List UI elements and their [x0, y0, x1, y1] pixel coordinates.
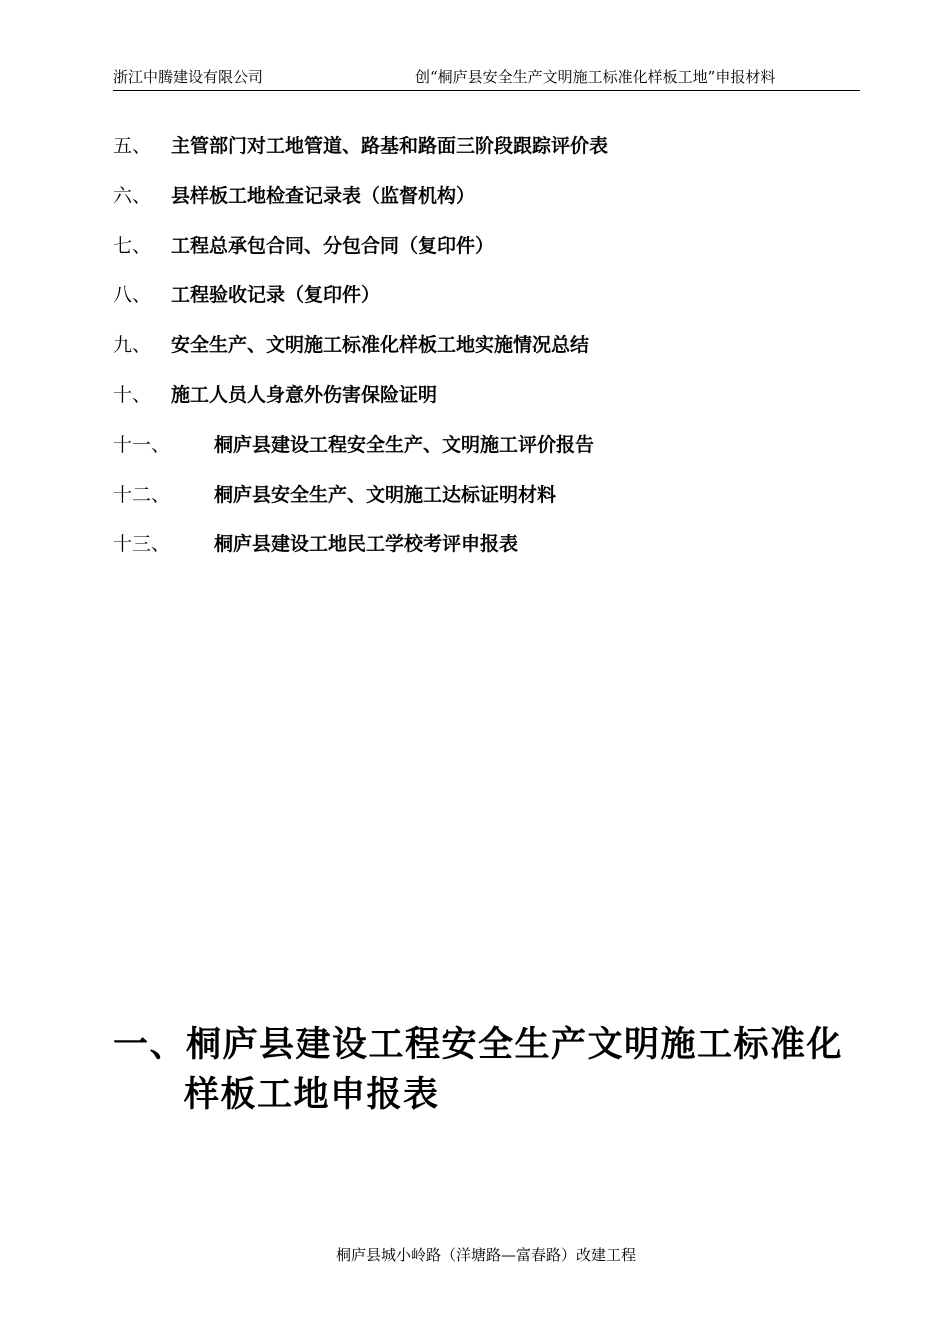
toc-item-number: 五、 [113, 135, 152, 157]
toc-item-number: 十一、 [113, 433, 171, 456]
toc-item-12 [113, 479, 860, 529]
header-company: 浙江中腾建设有限公司 [113, 68, 264, 86]
header-doc-title: 创“桐庐县安全生产文明施工标准化样板工地”申报材料 [415, 68, 776, 86]
page-footer: 桐庐县城小岭路（洋塘路—富春路）改建工程 [335, 1246, 636, 1264]
toc-item-text: 施工人员人身意外伤害保险证明 [171, 383, 438, 406]
section-title-line-2: 样板工地申报表 [184, 1074, 440, 1115]
toc-item-text: 工程验收记录（复印件） [171, 284, 381, 307]
toc-item-number: 八、 [113, 284, 152, 307]
toc-item-7 [113, 230, 860, 280]
toc-item-11 [113, 429, 860, 479]
toc-item-text: 桐庐县建设工地民工学校考评申报表 [214, 533, 519, 556]
toc-item-5 [113, 130, 860, 180]
toc-item-9 [113, 329, 860, 379]
section-title-line-1: 一、桐庐县建设工程安全生产文明施工标准化 [113, 1024, 844, 1065]
toc-item-number: 六、 [113, 184, 152, 207]
toc-item-text: 安全生产、文明施工标准化样板工地实施情况总结 [171, 334, 590, 357]
toc-item-10 [113, 379, 860, 429]
toc-item-8 [113, 279, 860, 329]
toc-item-text: 桐庐县建设工程安全生产、文明施工评价报告 [214, 433, 595, 456]
page-header [113, 66, 860, 91]
toc-item-number: 十三、 [113, 533, 171, 556]
toc-item-6 [113, 180, 860, 230]
toc-item-number: 七、 [113, 234, 152, 257]
toc-item-number: 九、 [113, 334, 152, 357]
toc-item-number: 十二、 [113, 483, 171, 506]
toc-item-text: 主管部门对工地管道、路基和路面三阶段跟踪评价表 [171, 135, 609, 157]
table-of-contents [113, 130, 860, 578]
toc-item-text: 工程总承包合同、分包合同（复印件） [171, 234, 495, 257]
section-title [113, 1020, 873, 1120]
toc-item-text: 桐庐县安全生产、文明施工达标证明材料 [214, 483, 557, 506]
toc-item-13 [113, 528, 860, 578]
toc-item-text: 县样板工地检查记录表（监督机构） [171, 184, 476, 207]
toc-item-number: 十、 [113, 383, 152, 406]
